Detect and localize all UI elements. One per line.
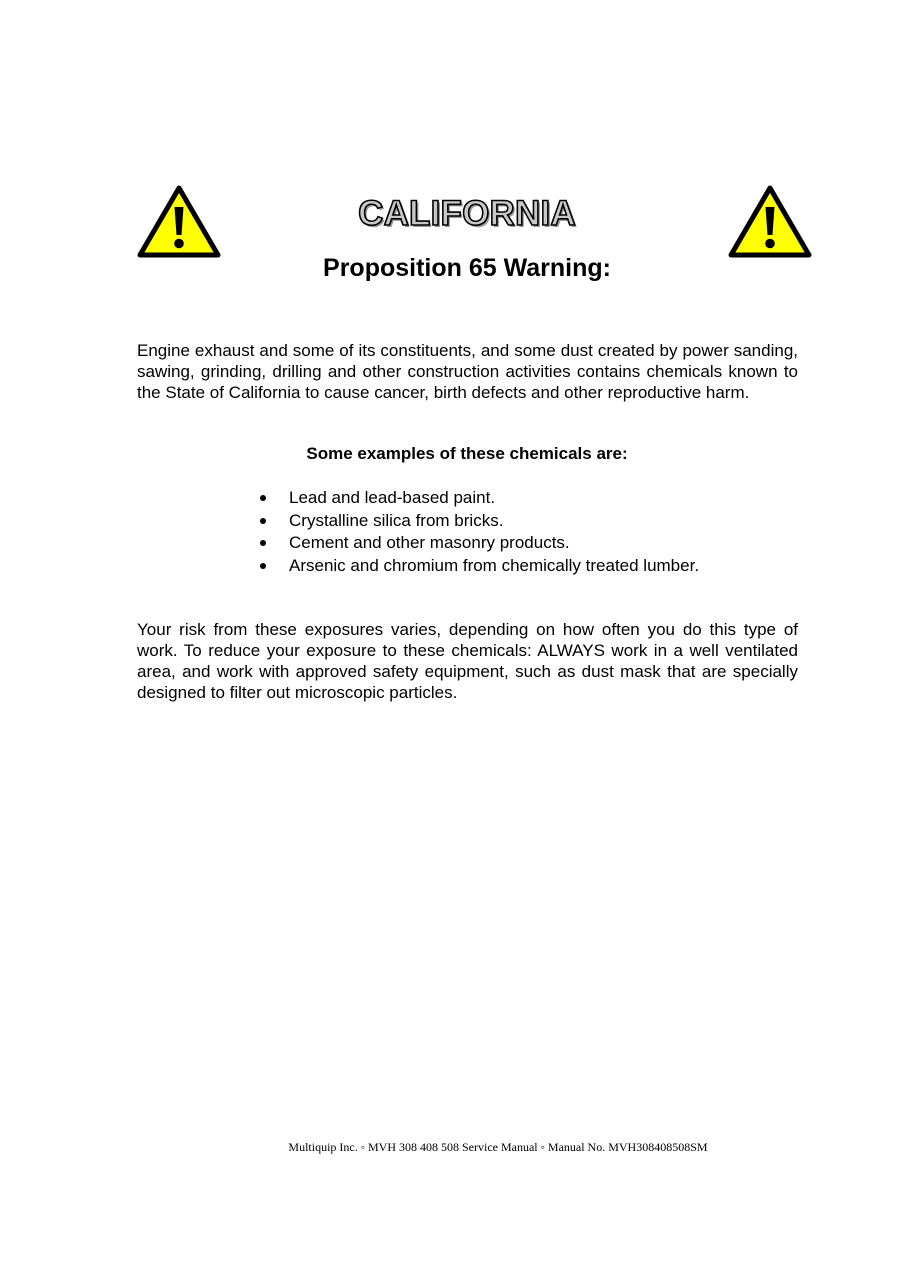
bullet-icon [260, 518, 266, 524]
list-item-text: Crystalline silica from bricks. [289, 510, 504, 530]
chemical-examples-list [260, 487, 699, 577]
list-item [260, 555, 699, 578]
examples-title: Some examples of these chemicals are: [306, 444, 628, 463]
list-item-text: Lead and lead-based paint. [289, 488, 496, 507]
warning-subtitle: Proposition 65 Warning: [323, 254, 611, 282]
bullet-icon [260, 495, 266, 501]
bullet-icon [260, 540, 266, 546]
risk-paragraph: Your risk from these exposures varies, depending on how often you do this type of work. To reduce your exposure to these chemicals: ALWAYS work in a well ventilated area, and work with approved safety equipment, such as dust mask that are specially designed to filter out microscopic particles. [137, 620, 798, 702]
page-footer: Multiquip Inc. ◦ MVH 308 408 508 Service Manual ◦ Manual No. MVH308408508SM [288, 1140, 708, 1154]
list-item [260, 532, 699, 555]
list-item [260, 487, 699, 510]
list-item-text: Arsenic and chromium from chemically treated lumber. [289, 555, 700, 575]
state-heading: CALIFORNIA [358, 194, 576, 233]
intro-paragraph: Engine exhaust and some of its constituents, and some dust created by power sanding, sawing, grinding, drilling and other construction activities contains chemicals known to the State of California to cause cancer, birth defects and other reproductive harm. [137, 341, 798, 402]
bullet-icon [260, 563, 266, 569]
list-item-text: Cement and other masonry products. [289, 533, 570, 552]
list-item [260, 510, 699, 533]
